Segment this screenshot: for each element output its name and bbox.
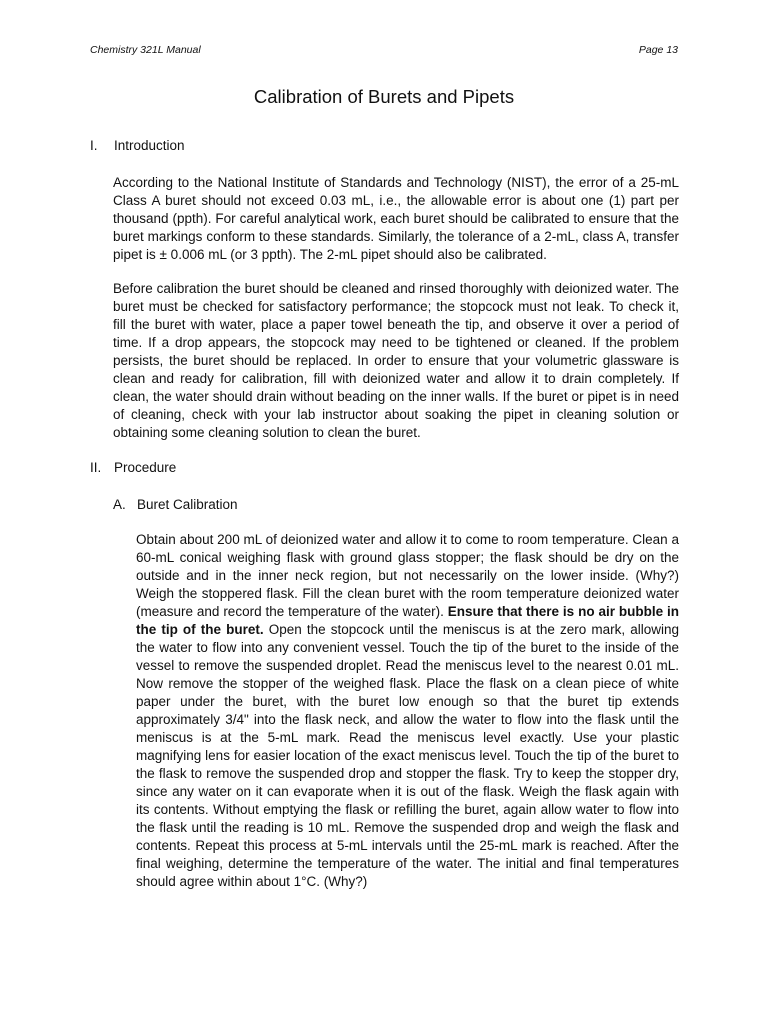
manual-name: Chemistry 321L Manual xyxy=(90,44,201,56)
page-number: Page 13 xyxy=(638,44,678,56)
intro-paragraph-2: Before calibration the buret should be cleaned and rinsed thoroughly with deionized water. The buret must be checked for satisfactory performance; the stopcock must not leak. To check it, fill the buret with water, place a paper towel beneath the tip, and observe it over a period of time. If a drop appears, the stopcock may need to be tightened or cleaned. If the problem persists, the buret should be replaced. In order to ensure that your volumetric glassware is clean and ready for calibration, fill with deionized water and allow it to drain completely. If clean, the water should drain without beading on the inner walls. If the buret or pipet is in need of cleaning, check with your lab instructor about soaking the pipet in cleaning solution or obtaining some cleaning solution to clean the buret. xyxy=(113,281,679,440)
air-bubble-warning: Ensure that there is no air bubble in the tip of the buret. xyxy=(136,604,679,637)
section-number: II. xyxy=(90,460,102,475)
section-number: I. xyxy=(90,138,98,153)
subsection-heading-buret-calibration xyxy=(113,497,238,512)
section-title: Introduction xyxy=(114,138,185,153)
intro-paragraph-1: According to the National Institute of Standards and Technology (NIST), the error of a 25-mL Class A buret should not exceed 0.03 mL, i.e., the allowable error is about one (1) part per thousand (ppth). For careful analytical work, each buret should be calibrated to ensure that the buret markings conform to these standards. Similarly, the tolerance of a 2-mL, class A, transfer pipet is ± 0.006 mL (or 3 ppth). The 2-mL pipet should also be calibrated. xyxy=(113,175,679,262)
buret-calibration-paragraph xyxy=(136,531,679,891)
section-title: Procedure xyxy=(114,460,177,475)
procedure-text-part-1: Obtain about 200 mL of deionized water and allow it to come to room temperature. Clean a 60-mL conical weighing flask with ground glass stopper; the flask should be dry on the outside and in the inner neck region, but not necessarily on the lower inside. (Why?) Weigh the stoppered flask. Fill the clean buret with the room temperature deionized water (measure and record the temperature of the water). xyxy=(136,532,679,619)
subsection-number: A. xyxy=(113,497,126,512)
section-heading-procedure xyxy=(90,460,176,475)
subsection-title: Buret Calibration xyxy=(137,497,238,512)
procedure-text-part-2: Open the stopcock until the meniscus is at the zero mark, allowing the water to flow into any convenient vessel. Touch the tip of the buret to the inside of the vessel to remove the suspended droplet. Read the meniscus level to the nearest 0.01 mL. Now remove the stopper of the weighed flask. Place the flask on a clean piece of white paper under the buret, with the buret low enough so that the buret tip extends approximately 3/4" into the flask neck, and allow the water to flow into the flask until the meniscus is at the 5-mL mark. Read the meniscus level exactly. Use your plastic magnifying lens for easier location of the exact meniscus level. Touch the tip of the buret to the flask to remove the suspended drop and stopper the flask. Try to keep the stopper dry, since any water on it can evaporate when it is out of the flask. Weigh the flask again with its contents. Without emptying the flask or refilling the buret, again allow water to flow into the flask until the reading is 10 mL. Remove the suspended drop and weigh the flask and contents. Repeat this process at 5-mL intervals until the 25-mL mark is reached. After the final weighing, determine the temperature of the water. The initial and final temperatures should agree within about 1°C. (Why?) xyxy=(136,622,679,889)
section-heading-introduction xyxy=(90,138,185,153)
document-title: Calibration of Burets and Pipets xyxy=(253,86,515,107)
